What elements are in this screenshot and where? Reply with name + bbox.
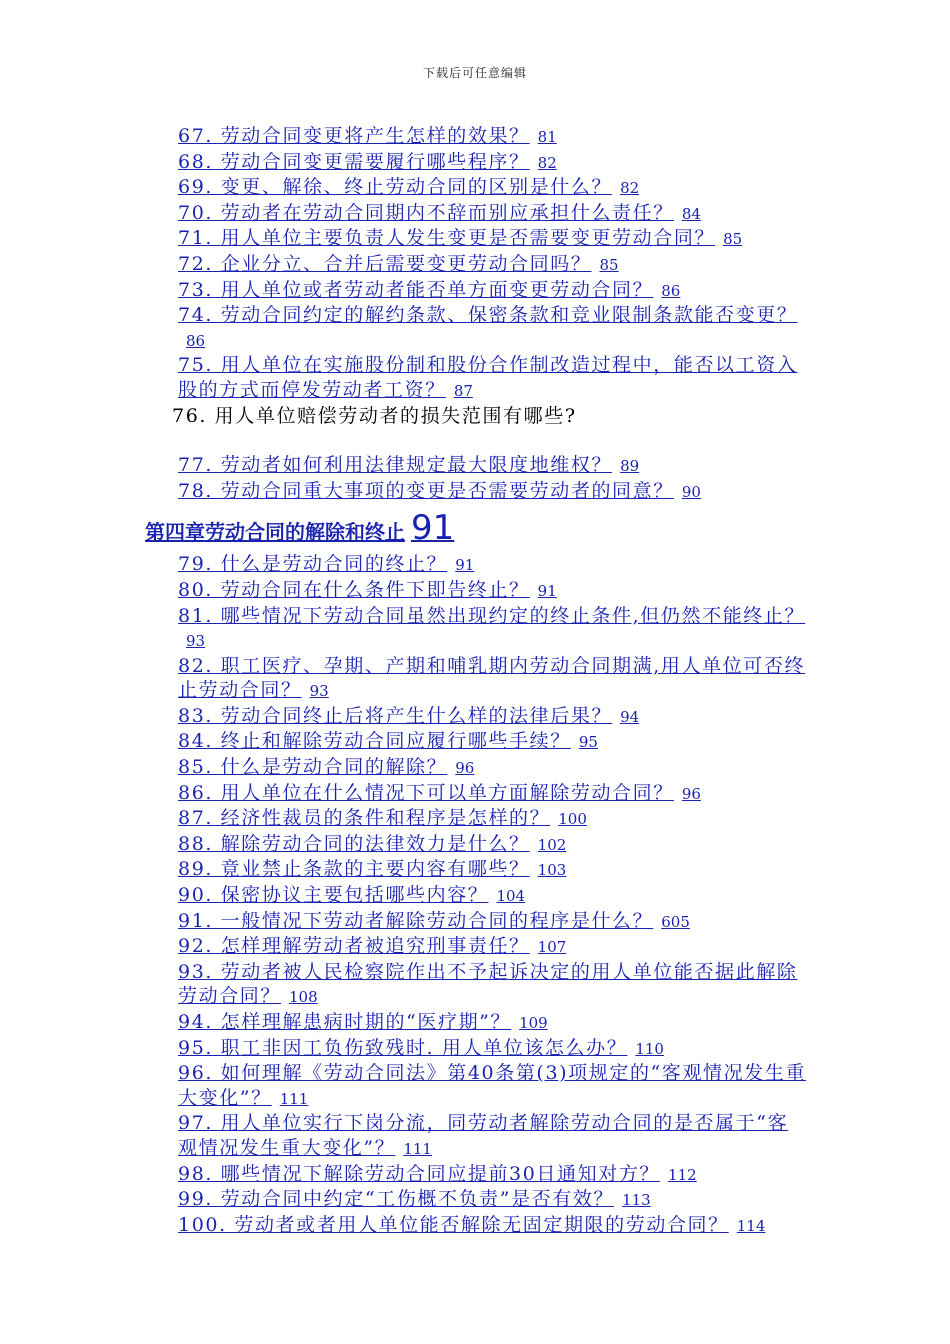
- toc-entry-link[interactable]: [178, 479, 808, 505]
- toc-entry-page: 111: [403, 1139, 432, 1158]
- page-header: 下载后可任意编辑: [422, 66, 527, 80]
- toc-entry-link[interactable]: [178, 857, 808, 883]
- toc-entry-link[interactable]: [178, 755, 808, 781]
- toc-entry-title: 78. 劳动合同重大事项的变更是否需要劳动者的同意？: [178, 479, 674, 502]
- toc-entry-title: 89. 竟业禁止条款的主要内容有哪些？: [178, 858, 530, 881]
- toc-entry-link[interactable]: [178, 353, 808, 403]
- toc-entry-page: 86: [661, 281, 681, 300]
- toc-entry-link[interactable]: [178, 704, 808, 730]
- toc-entry-page: 86: [186, 331, 206, 350]
- toc-entry-page: 82: [620, 179, 640, 198]
- toc-entry-page: 107: [537, 938, 567, 957]
- toc-entry-title: 72. 企业分立、合并后需要变更劳动合同吗？: [178, 252, 592, 275]
- toc-entry-page: 112: [668, 1165, 697, 1184]
- toc-entry-link[interactable]: [178, 453, 808, 479]
- toc-entry-title: 79. 什么是劳动合同的终止？: [178, 553, 448, 576]
- toc-entry-title: 99. 劳动合同中约定“工伤概不负责”是否有效？: [178, 1188, 615, 1211]
- table-of-contents: [145, 124, 808, 1238]
- toc-group-chapter-4: [178, 552, 808, 1238]
- toc-entry-title: 68. 劳动合同变更需要履行哪些程序？: [178, 150, 530, 173]
- toc-entry-title: 82. 职工医疗、孕期、产期和哺乳期内劳动合同期满,用人单位可否终止劳动合同？: [178, 654, 806, 702]
- toc-entry-page: 95: [578, 733, 598, 752]
- toc-entry-link[interactable]: [178, 201, 808, 227]
- toc-entry-title: 95. 职工非因工负伤致残时. 用人单位该怎么办？: [178, 1036, 628, 1059]
- toc-entry-page: 111: [279, 1089, 309, 1108]
- toc-entry-link[interactable]: [178, 934, 808, 960]
- toc-entry-link[interactable]: [178, 832, 808, 858]
- toc-entry-link[interactable]: [178, 1010, 808, 1036]
- toc-entry-title: 91. 一般情况下劳动者解除劳动合同的程序是什么？: [178, 909, 654, 932]
- toc-entry-page: 89: [620, 457, 640, 476]
- toc-entry-title: 85. 什么是劳动合同的解除？: [178, 756, 448, 779]
- toc-entry-link[interactable]: [178, 806, 808, 832]
- toc-entry-link[interactable]: [178, 175, 808, 201]
- toc-entry-link[interactable]: [178, 303, 808, 353]
- toc-entry-page: 108: [289, 988, 318, 1007]
- toc-entry-link[interactable]: [178, 1061, 808, 1111]
- toc-entry-title: 67. 劳动合同变更将产生怎样的效果？: [178, 125, 530, 147]
- toc-entry-title: 100. 劳动者或者用人单位能否解除无固定期限的劳动合同？: [178, 1213, 729, 1236]
- toc-entry-page: 87: [453, 381, 473, 400]
- toc-entry-page: 91: [455, 556, 475, 575]
- toc-entry-page: 100: [558, 810, 587, 829]
- toc-entry-page: 84: [681, 204, 701, 223]
- toc-group-chapter-3: [178, 124, 808, 404]
- toc-entry-link[interactable]: [178, 960, 808, 1010]
- toc-entry-title: 97. 用人单位实行下岗分流，同劳动者解除劳动合同的是否属于“客观情况发生重大变化”？: [178, 1112, 789, 1159]
- spacer: [178, 428, 808, 453]
- toc-entry-page: 96: [455, 759, 475, 778]
- toc-entry-link[interactable]: [178, 578, 808, 604]
- toc-entry-link[interactable]: [178, 252, 808, 278]
- toc-entry-link[interactable]: [178, 1162, 808, 1188]
- toc-entry-page: 90: [681, 482, 701, 501]
- toc-entry-title: 75. 用人单位在实施股份制和股份合作制改造过程中，能否以工资入股的方式而停发劳动者工资？: [178, 354, 798, 401]
- toc-entry-page: 102: [537, 835, 567, 854]
- toc-entry-page: 81: [537, 128, 557, 146]
- toc-entry-link[interactable]: [178, 1187, 808, 1213]
- toc-entry-page: 93: [186, 632, 206, 651]
- toc-entry-page: 93: [309, 682, 329, 701]
- toc-entry-link[interactable]: [178, 124, 808, 150]
- toc-entry-link[interactable]: [178, 552, 808, 578]
- toc-entry-page: 110: [635, 1039, 664, 1058]
- toc-entry-page: 109: [519, 1014, 548, 1032]
- toc-entry-page: 96: [681, 784, 701, 803]
- toc-entry-title: 81. 哪些情况下劳动合同虽然出现约定的终止条件,但仍然不能终止？: [178, 604, 806, 627]
- toc-entry-title: 98. 哪些情况下解除劳动合同应提前30日通知对方？: [178, 1162, 661, 1185]
- toc-entry-title: 84. 终止和解除劳动合同应履行哪些手续？: [178, 730, 571, 753]
- toc-entry-page: 103: [537, 861, 567, 880]
- toc-entry-title: 88. 解除劳动合同的法律效力是什么？: [178, 832, 530, 855]
- toc-entry-page: 91: [537, 581, 557, 600]
- toc-entry-page: 82: [537, 153, 557, 172]
- toc-entry-page: 114: [736, 1216, 766, 1235]
- toc-entry-page: 104: [496, 887, 526, 906]
- toc-entry-link[interactable]: [178, 729, 808, 755]
- toc-entry-link[interactable]: [178, 604, 808, 654]
- toc-entry-title: 70. 劳动者在劳动合同期内不辞而别应承担什么责任？: [178, 201, 674, 224]
- toc-entry-title: 73. 用人单位或者劳动者能否单方面变更劳动合同？: [178, 278, 654, 301]
- toc-entry-link[interactable]: [178, 1111, 808, 1161]
- toc-entry-page: 605: [661, 912, 690, 931]
- toc-entry-title: 93. 劳动者被人民检察院作出不予起诉决定的用人单位能否据此解除劳动合同？: [178, 960, 798, 1008]
- chapter-title: 第四章劳动合同的解除和终止: [145, 520, 405, 545]
- toc-entry-page: 85: [723, 230, 743, 249]
- toc-entry-page: 94: [620, 707, 640, 726]
- toc-entry-link[interactable]: [178, 909, 808, 935]
- toc-entry-title: 74. 劳动合同约定的解约条款、保密条款和竞业限制条款能否变更？: [178, 304, 798, 327]
- toc-group-chapter-3-end: [178, 453, 808, 504]
- toc-entry-title: 77. 劳动者如何利用法律规定最大限度地维权？: [178, 454, 613, 477]
- toc-entry-link[interactable]: [178, 278, 808, 304]
- toc-entry-page: 85: [599, 255, 619, 274]
- toc-entry-link[interactable]: [178, 226, 808, 252]
- toc-entry-link[interactable]: [178, 1213, 808, 1239]
- toc-entry-page: 113: [622, 1191, 651, 1210]
- toc-entry-title: 96. 如何理解《劳动合同法》第40条第(3)项规定的“客观情况发生重大变化”？: [178, 1062, 807, 1109]
- toc-entry-title: 80. 劳动合同在什么条件下即告终止？: [178, 578, 530, 601]
- toc-entry-title: 69. 变更、解徐、终止劳动合同的区别是什么？: [178, 176, 613, 199]
- toc-entry-link[interactable]: [178, 1036, 808, 1062]
- chapter-page-number: 91: [411, 508, 455, 549]
- toc-entry-title: 94. 怎样理解患病时期的“医疗期”？: [178, 1011, 512, 1033]
- toc-entry-link[interactable]: [178, 654, 808, 704]
- toc-entry-title: 71. 用人单位主要负责人发生变更是否需要变更劳动合同？: [178, 227, 716, 250]
- toc-entry-title: 90. 保密协议主要包括哪些内容？: [178, 884, 489, 907]
- toc-entry-plain: 76. 用人单位赔偿劳动者的损失范围有哪些?: [172, 404, 577, 427]
- chapter-heading-link[interactable]: [145, 508, 775, 548]
- toc-entry-link[interactable]: [178, 150, 808, 176]
- toc-entry-link[interactable]: [178, 883, 808, 909]
- toc-entry-title: 86. 用人单位在什么情况下可以单方面解除劳动合同？: [178, 781, 674, 804]
- toc-entry-link[interactable]: [178, 781, 808, 807]
- toc-entry-title: 83. 劳动合同终止后将产生什么样的法律后果？: [178, 704, 613, 727]
- toc-entry-title: 87. 经济性裁员的条件和程序是怎样的？: [178, 807, 551, 830]
- toc-entry-title: 92. 怎样理解劳动者被追究刑事责任？: [178, 935, 530, 958]
